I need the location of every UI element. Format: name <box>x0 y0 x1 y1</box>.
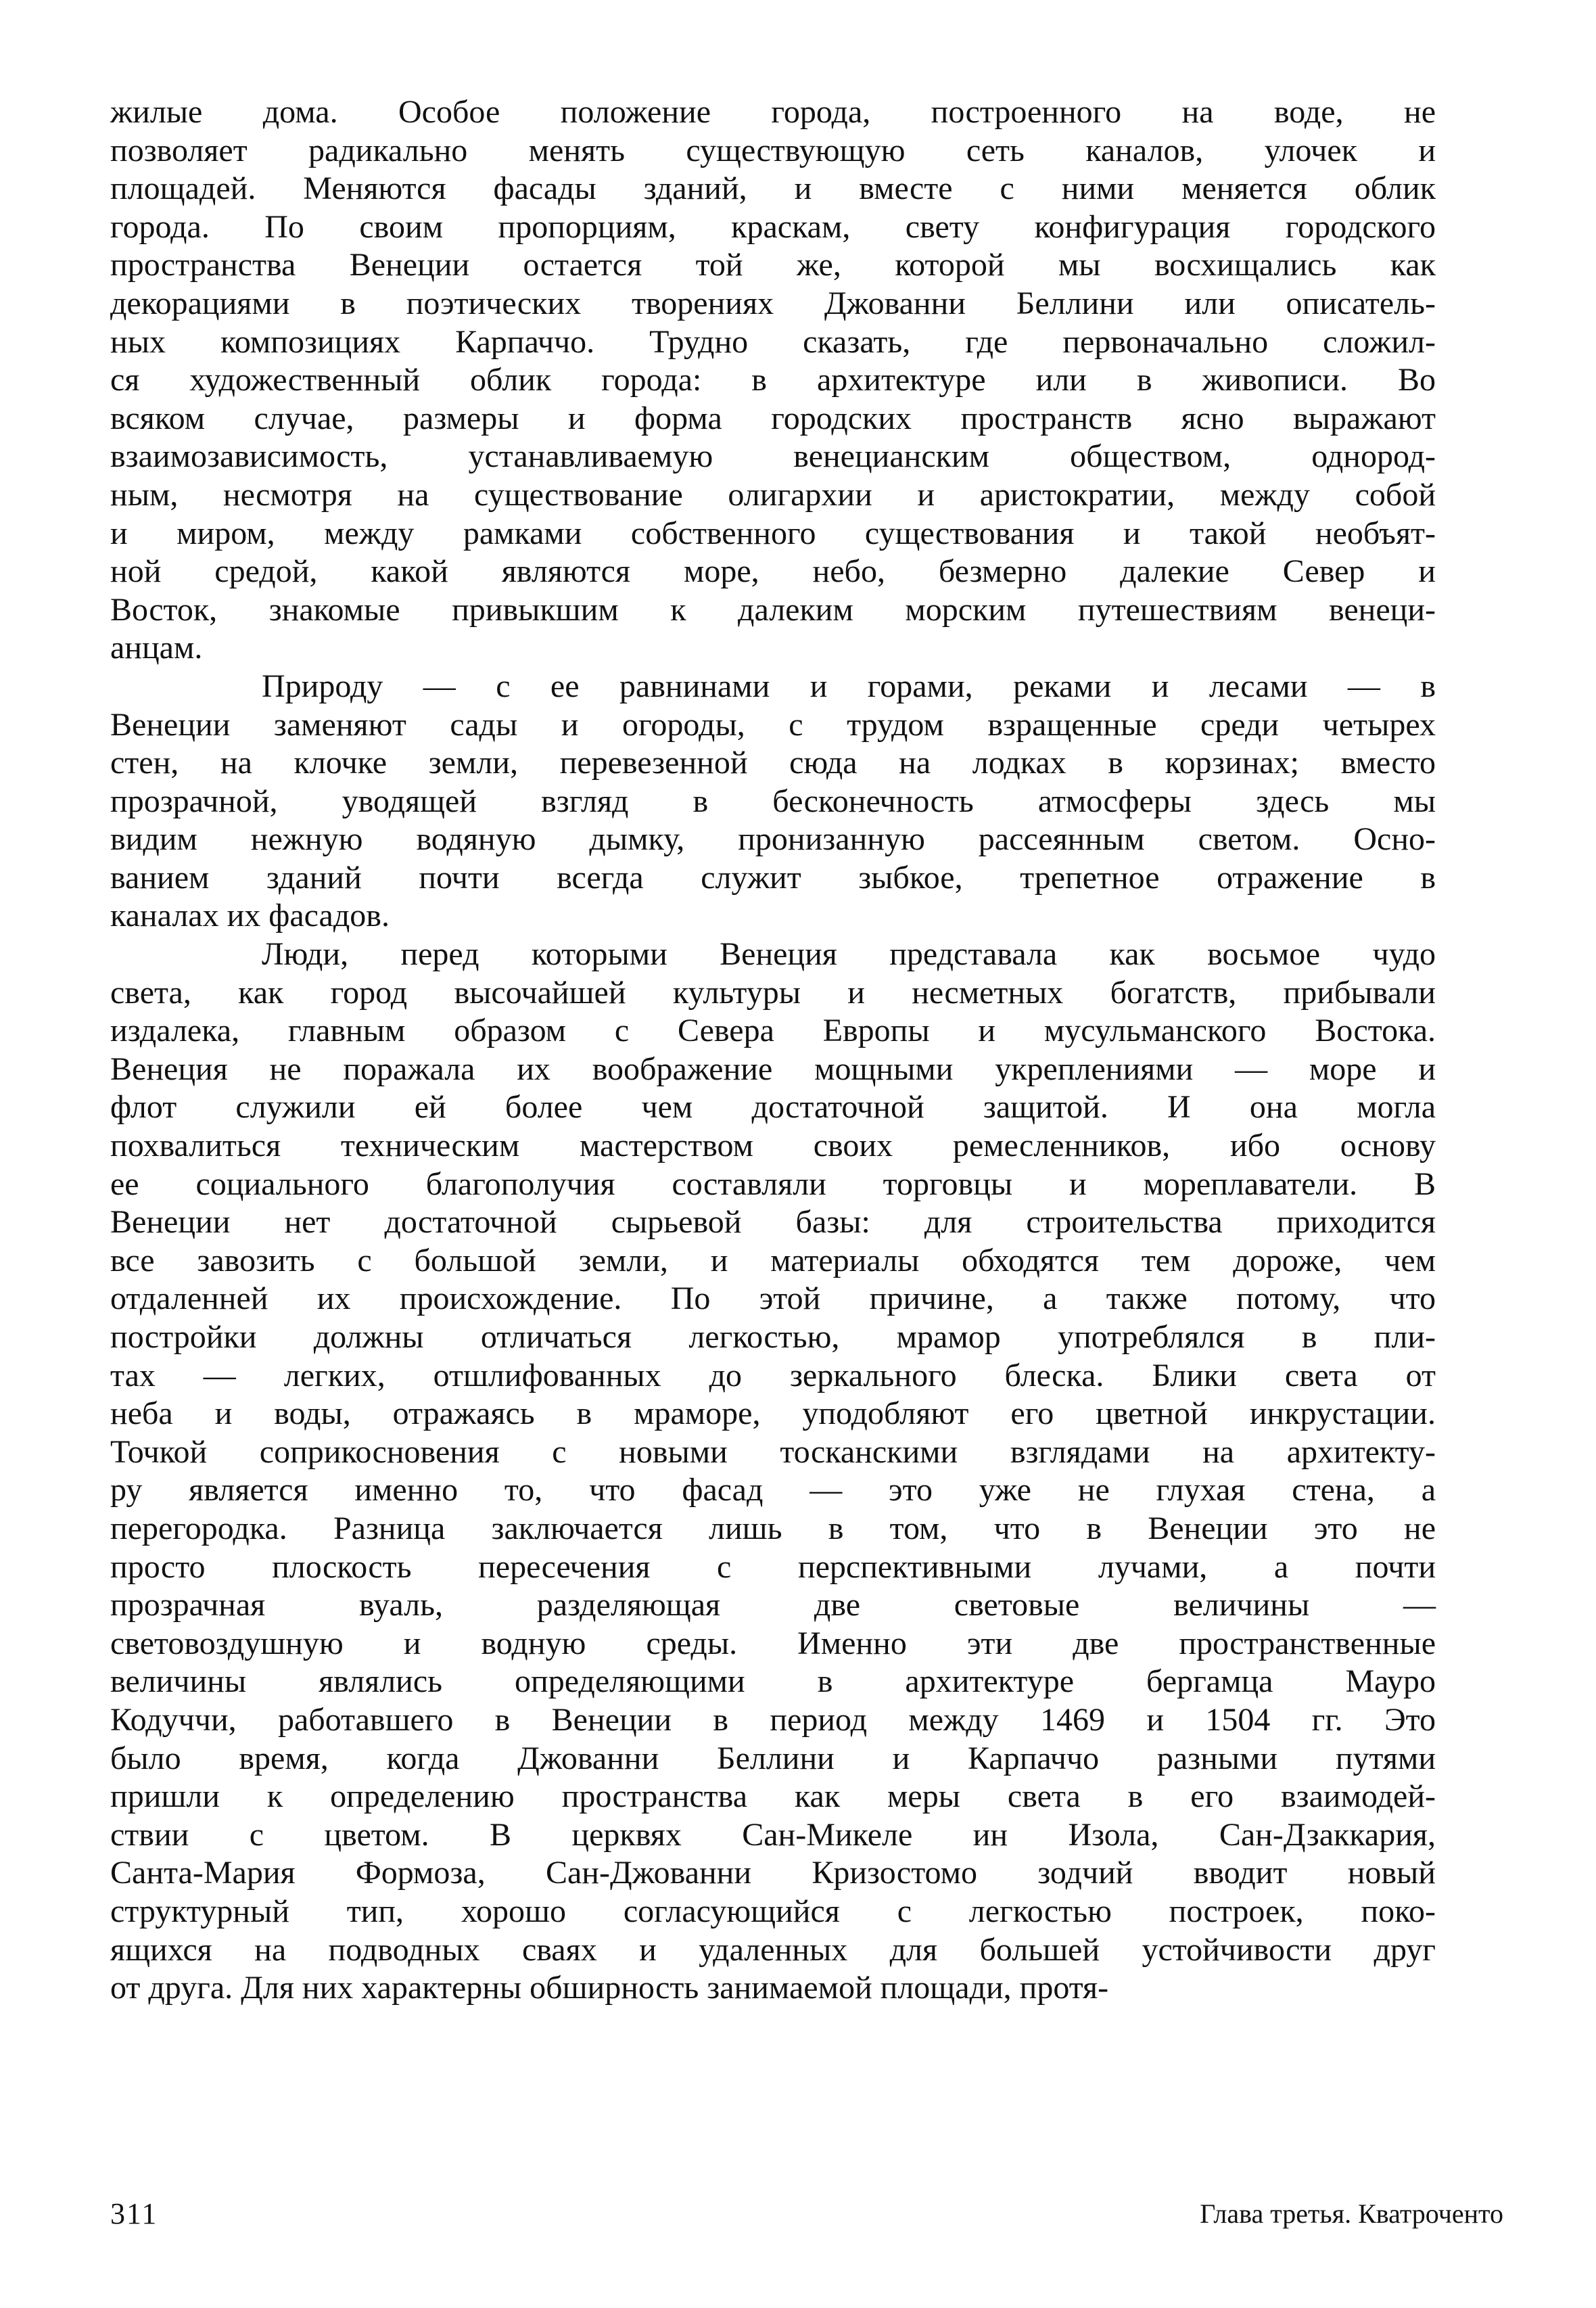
text-line: ру является именно то, что фасад — это уже не глухая стена, а <box>110 1472 1436 1508</box>
text-line: пространства Венеции остается той же, которой мы восхищались как <box>110 247 1436 283</box>
text-line: прозрачная вуаль, разделяющая две световые величины — <box>110 1587 1436 1623</box>
text-line: Санта-Мария Формоза, Сан-Джованни Кризостомо зодчий вводит новый <box>110 1855 1436 1891</box>
text-line: Кодуччи, работавшего в Венеции в период между 1469 и 1504 гг. Это <box>110 1701 1436 1738</box>
page-number: 311 <box>110 2197 158 2230</box>
text-line: тах — легких, отшлифованных до зеркального блеска. Блики света от <box>110 1357 1436 1393</box>
text-line: Венеции заменяют сады и огороды, с трудом взращенные среди четырех <box>110 706 1436 743</box>
text-line: было время, когда Джованни Беллини и Карпаччо разными путями <box>110 1740 1436 1776</box>
body-text <box>110 93 1436 2008</box>
text-line: и миром, между рамками собственного существования и такой необъят- <box>110 515 1436 551</box>
text-line: флот служили ей более чем достаточной защитой. И она могла <box>110 1089 1436 1126</box>
text-line: пришли к определению пространства как меры света в его взаимодей- <box>110 1778 1436 1815</box>
text-line: города. По своим пропорциям, краскам, свету конфигурация городского <box>110 208 1436 245</box>
text-line: Восток, знакомые привыкшим к далеким морским путешествиям венеци- <box>110 591 1436 628</box>
text-line: прозрачной, уводящей взгляд в бесконечность атмосферы здесь мы <box>110 783 1436 819</box>
text-line: Точкой соприкосновения с новыми тосканскими взглядами на архитекту- <box>110 1433 1436 1470</box>
text-line: всяком случае, размеры и форма городских пространств ясно выражают <box>110 400 1436 436</box>
text-line: величины являлись определяющими в архитектуре бергамца Мауро <box>110 1663 1436 1700</box>
text-line: взаимозависимость, устанавливаемую венецианским обществом, однород- <box>110 438 1436 475</box>
text-line: площадей. Меняются фасады зданий, и вместе с ними меняется облик <box>110 170 1436 207</box>
text-line: жилые дома. Особое положение города, построенного на воде, не <box>110 94 1436 130</box>
text-line: от друга. Для них характерны обширность занимаемой площади, протя- <box>110 1970 1109 2006</box>
text-line: постройки должны отличаться легкостью, мрамор употреблялся в пли- <box>110 1319 1436 1355</box>
text-line: издалека, главным образом с Севера Европы и мусульманского Востока. <box>110 1013 1436 1049</box>
text-line: просто плоскость пересечения с перспективными лучами, а почти <box>110 1548 1436 1585</box>
paragraph <box>110 668 1436 936</box>
text-line: ее социального благополучия составляли торговцы и мореплаватели. В <box>110 1165 1436 1202</box>
text-line: видим нежную водяную дымку, пронизанную рассеянным светом. Осно- <box>110 821 1436 858</box>
text-line: стен, на клочке земли, перевезенной сюда на лодках в корзинах; вместо <box>110 745 1436 781</box>
text-line: все завозить с большой земли, и материалы обходятся тем дороже, чем <box>110 1242 1436 1278</box>
text-line: отдаленней их происхождение. По этой причине, а также потому, что <box>110 1280 1436 1317</box>
text-line: похвалиться техническим мастерством своих ремесленников, ибо основу <box>110 1128 1436 1164</box>
text-line: Венеция не поражала их воображение мощными укреплениями — море и <box>110 1051 1436 1087</box>
text-line: света, как город высочайшей культуры и несметных богатств, прибывали <box>110 974 1436 1011</box>
text-line: перегородка. Разница заключается лишь в том, что в Венеции это не <box>110 1510 1436 1546</box>
text-line: Люди, перед которыми Венеция представала как восьмое чудо <box>262 936 1436 973</box>
text-line: ным, несмотря на существование олигархии и аристократии, между собой <box>110 476 1436 513</box>
text-line: ных композициях Карпаччо. Трудно сказать, где первоначально сложил- <box>110 323 1436 360</box>
text-line: декорациями в поэтических творениях Джованни Беллини или описатель- <box>110 285 1436 321</box>
paragraph <box>110 93 1436 668</box>
text-line: ся художественный облик города: в архитектуре или в живописи. Во <box>110 362 1436 398</box>
text-line: Венеции нет достаточной сырьевой базы: для строительства приходится <box>110 1204 1436 1241</box>
text-line: световоздушную и водную среды. Именно эти две пространственные <box>110 1625 1436 1661</box>
text-line: ной средой, какой являются море, небо, безмерно далекие Север и <box>110 553 1436 590</box>
text-line: ванием зданий почти всегда служит зыбкое, трепетное отражение в <box>110 859 1436 896</box>
text-line: каналах их фасадов. <box>110 898 390 934</box>
text-line: позволяет радикально менять существующую сеть каналов, улочек и <box>110 132 1436 168</box>
text-line: Природу — с ее равнинами и горами, реками и лесами — в <box>262 668 1436 704</box>
text-line: неба и воды, отражаясь в мраморе, уподобляют его цветной инкрустации. <box>110 1395 1436 1432</box>
paragraph <box>110 936 1436 2008</box>
running-head: Глава третья. Кватроченто <box>1200 2198 1503 2229</box>
text-line: структурный тип, хорошо согласующийся с легкостью построек, поко- <box>110 1893 1436 1929</box>
text-line: ящихся на подводных сваях и удаленных для большей устойчивости друг <box>110 1931 1436 1968</box>
text-line: анцам. <box>110 630 203 666</box>
text-line: ствии с цветом. В церквях Сан-Микеле ин Изола, Сан-Дзаккария, <box>110 1816 1436 1853</box>
